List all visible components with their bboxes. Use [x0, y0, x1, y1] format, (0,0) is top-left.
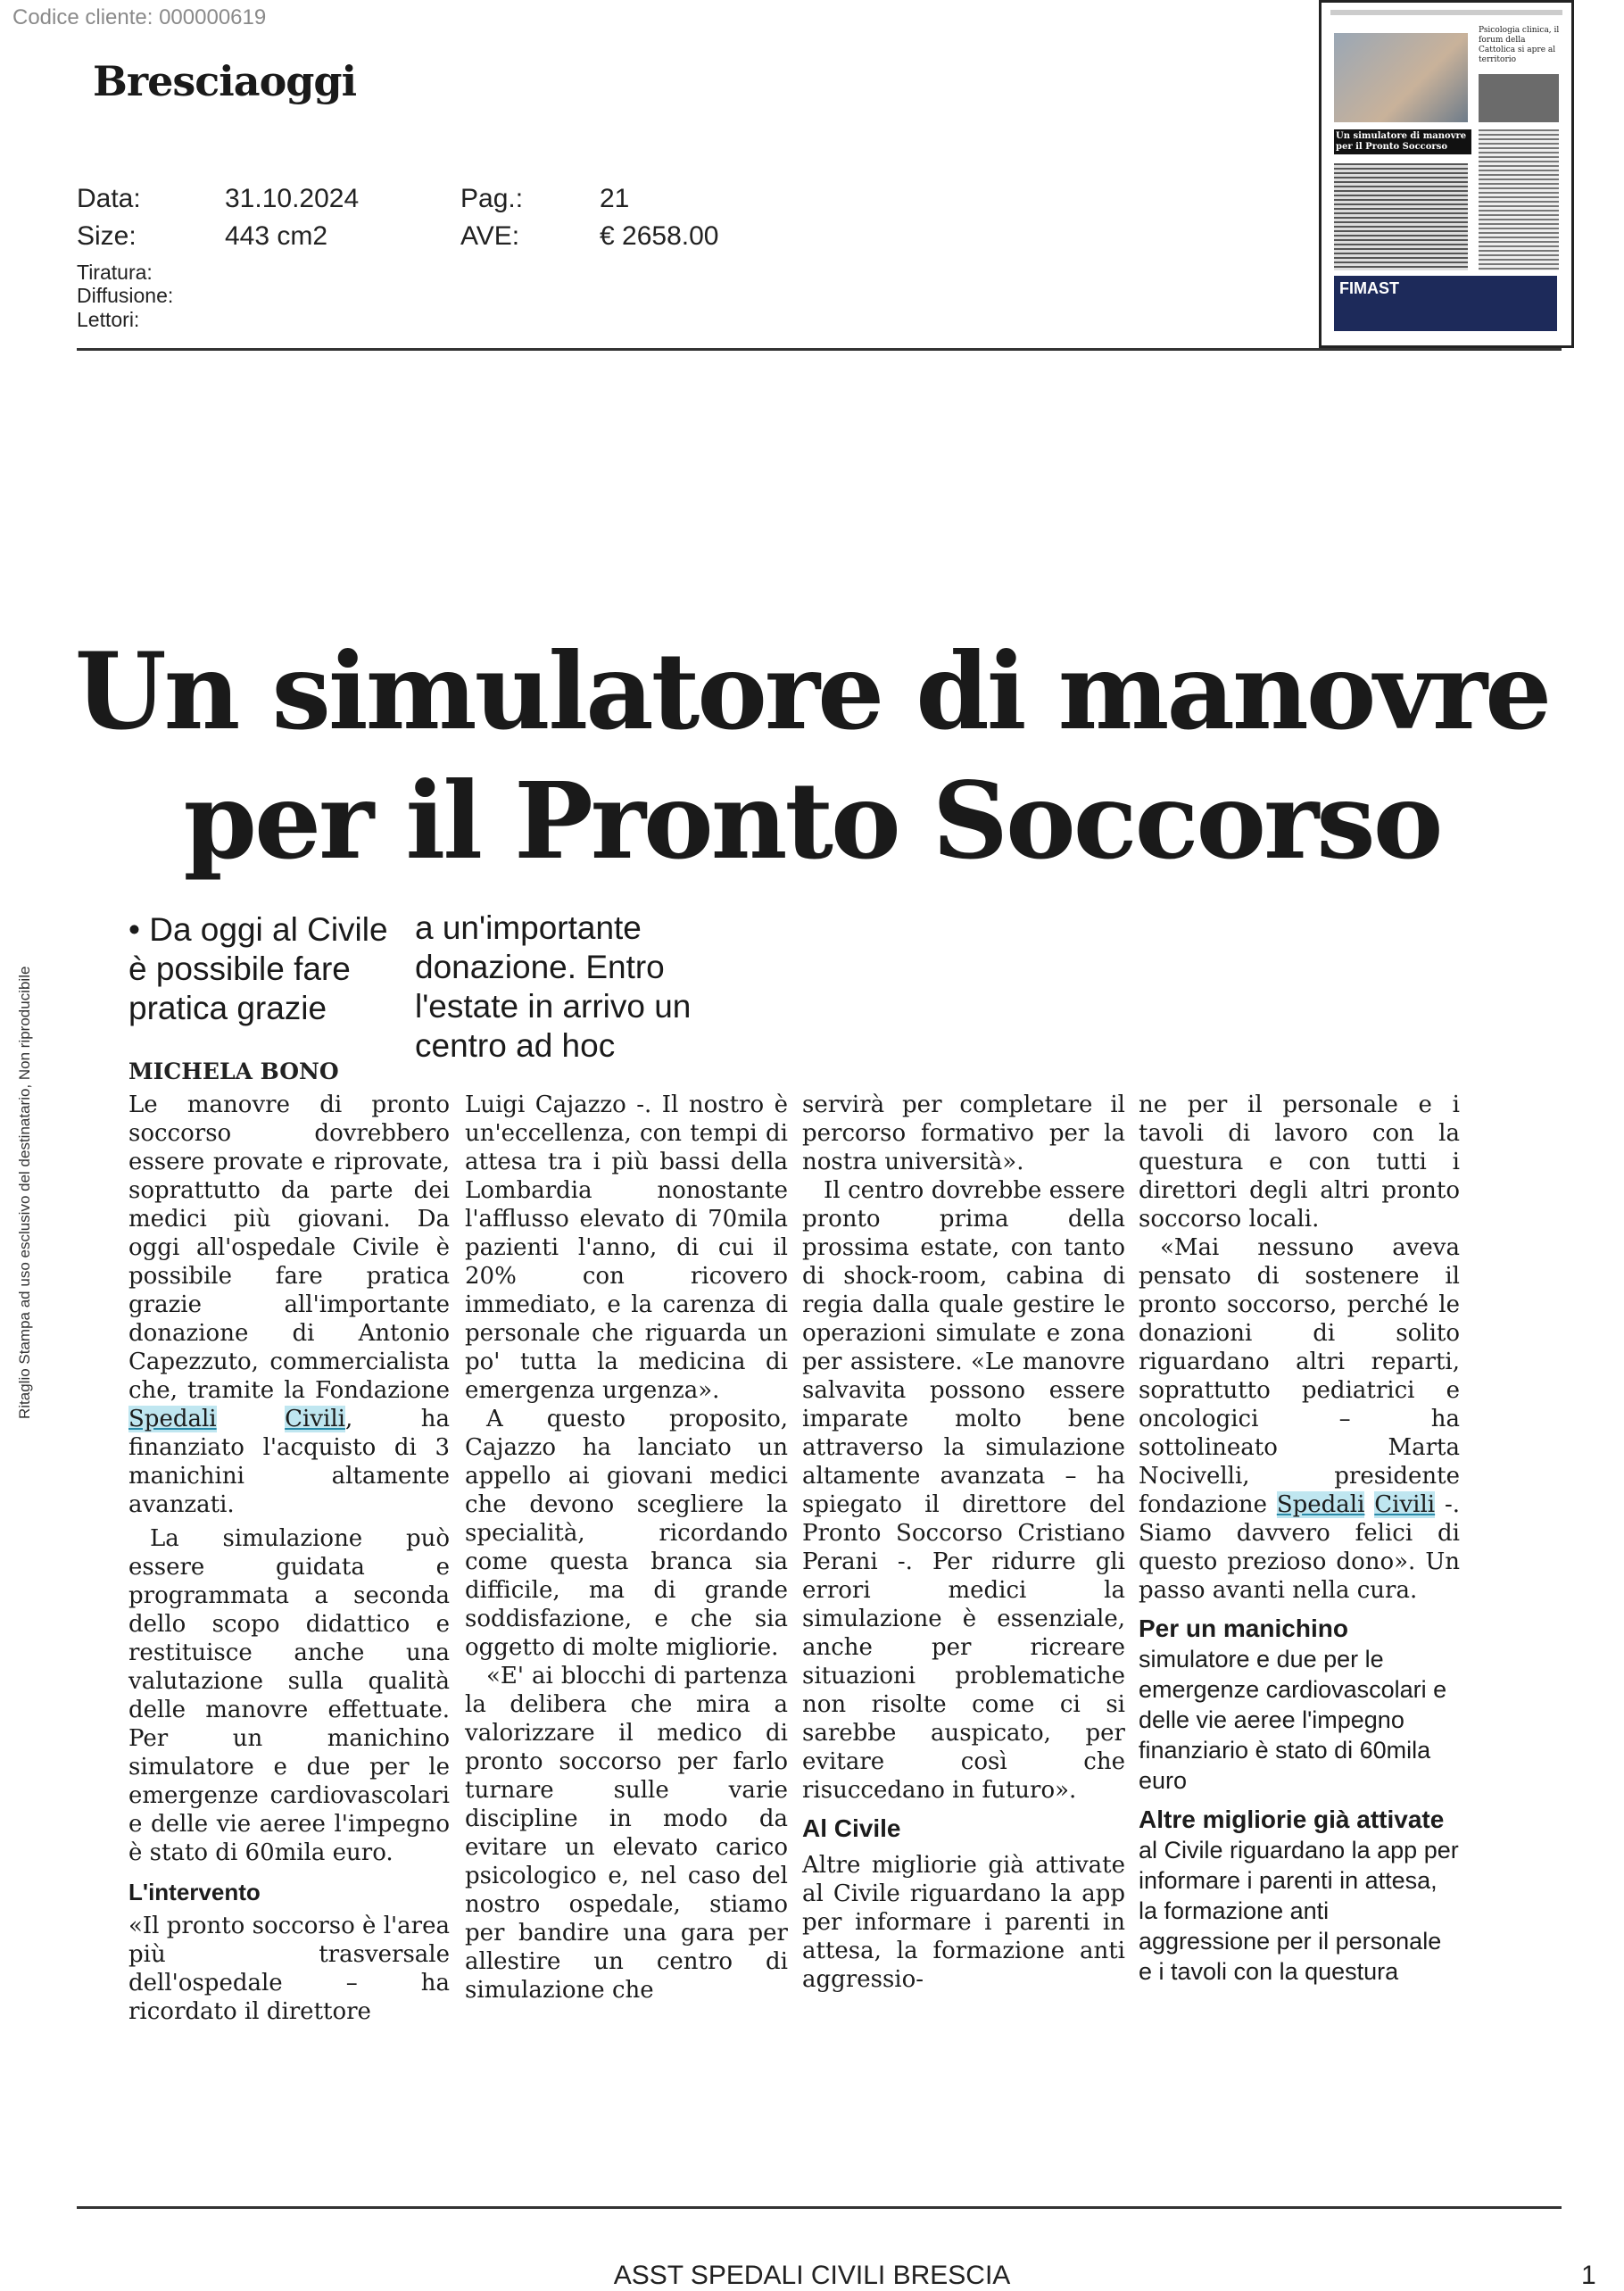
article-column-1 [128, 1091, 450, 2026]
meta-pag-value: 21 [600, 184, 630, 213]
thumb-headline: Un simulatore di manovre per il Pronto Soccorso [1334, 129, 1471, 154]
newspaper-logo: Bresciaoggi [93, 57, 357, 105]
col2-paragraph-2: A questo proposito, Cajazzo ha lanciato un appello ai giovani medici che devono scegliere la specialità, ricordando come questa branca sia difficile, ma di grande soddisfazione, e che sia oggetto di molte migliorie. [465, 1406, 788, 1661]
highlight-civili-2: Civili [1374, 1491, 1436, 1518]
meta-lettori-label: Lettori: [77, 308, 140, 331]
pull-quote-migliorie-body: al Civile riguardano la app per informare i parenti in attesa, la formazione anti aggressione per il personale e i tavoli con la questura [1139, 1837, 1459, 1985]
meta-ave-label: AVE: [460, 221, 520, 251]
col3-paragraph-1: servirà per completare il percorso formativo per la nostra università». [802, 1092, 1125, 1175]
highlight-spedali-2: Spedali [1276, 1491, 1365, 1518]
pull-quote-manichino-head: Per un manichino [1139, 1614, 1348, 1642]
col1-paragraph-1 [128, 1091, 450, 1519]
meta-data-value: 31.10.2024 [225, 184, 360, 213]
thumb-photo [1334, 33, 1468, 122]
deck-right: a un'importante donazione. Entro l'estate in arrivo un centro ad hoc [415, 909, 692, 1064]
deck-left: • Da oggi al Civile è possibile fare pratica grazie [128, 911, 388, 1026]
header-divider [77, 348, 1562, 351]
col1-p1-tail: , ha finanziato l'acquisto di 3 manichini altamente avanzati. [128, 1406, 451, 1518]
col1-paragraph-2: La simulazione può essere guidata e programmata a seconda dello scopo didattico e restituisce anche una valutazione sulla qualità delle manovre effettuate. Per un manichino simulatore e due per le emergenze cardiovascolari e delle vie aeree l'impegno è stato di 60mila euro. [128, 1525, 450, 1866]
highlight-civili: Civili [285, 1406, 345, 1432]
article-column-2 [465, 1091, 788, 2005]
pull-quote-al-civile-head: Al Civile [802, 1814, 901, 1842]
footer-divider [77, 2206, 1562, 2209]
col4-p2-tail: -. Siamo davvero felici di questo prezioso dono». Un passo avanti nella cura. [1139, 1491, 1461, 1604]
reproduction-note: Ritaglio Stampa ad uso esclusivo del destinatario, Non riproducibile [16, 966, 33, 1419]
thumb-text-block [1334, 163, 1468, 270]
col1-paragraph-3: «Il pronto soccorso è l'area più trasversale dell'ospedale – ha ricordato il direttore [128, 1913, 450, 2025]
subhead-intervento: L'intervento [128, 1879, 261, 1905]
col4-p2-text: «Mai nessuno aveva pensato di sostenere il pronto soccorso, perché le donazioni di solito riguardano altri reparti, soprattutto pediatrici e oncologici – ha sottolineato Marta Nocivelli, presidente fondazione [1139, 1234, 1460, 1518]
article-column-4 [1139, 1091, 1460, 1987]
article-column-3 [802, 1091, 1125, 1994]
page-thumbnail[interactable] [1319, 0, 1574, 348]
col2-paragraph-1: Luigi Cajazzo -. Il nostro è un'eccellenza, con tempi di attesa tra i più bassi della Lombardia nonostante l'afflusso elevato di 70mila pazienti l'anno, di cui il 20% con ricovero immediato, e la carenza di personale che riguarda un po' tutta la medicina di emergenza urgenza». [465, 1092, 788, 1404]
col3-paragraph-2: Il centro dovrebbe essere pronto prima della prossima estate, con tanto di shock-room, cabina di regia dalla quale gestire le operazioni simulate e zona per assistere. «Le manovre salvavita possono essere imparate molto bene attraverso la simulazione altamente avanzata – ha spiegato il direttore del Pronto Soccorso Cristiano Perani -. Per ridurre gli errori medici la simulazione è essenziale, anche per ricreare situazioni problematiche non risolte come ci si sarebbe auspicato, per evitare così che risuccedano in futuro». [802, 1177, 1125, 1804]
meta-data-label: Data: [77, 184, 141, 213]
meta-tiratura-label: Tiratura: [77, 261, 153, 284]
highlight-spedali: Spedali [128, 1406, 217, 1432]
pull-quote-manichino-body: simulatore e due per le emergenze cardiovascolari e delle vie aeree l'impegno finanziario è stato di 60mila euro [1139, 1646, 1447, 1794]
meta-size-value: 443 cm2 [225, 221, 328, 251]
meta-ave-value: € 2658.00 [600, 221, 719, 251]
col1-p1-text: Le manovre di pronto soccorso dovrebbero essere provate e riprovate, soprattutto da parte dei medici più giovani. Da oggi all'ospedale Civile è possibile fare pratica grazie all'importante donazione di Antonio Capezzuto, commercialista che, tramite la Fondazione [128, 1092, 450, 1404]
meta-pag-label: Pag.: [460, 184, 524, 213]
thumb-masthead [1330, 10, 1562, 15]
byline: MICHELA BONO [128, 1058, 339, 1084]
thumb-text-block-2 [1479, 129, 1559, 270]
meta-size-label: Size: [77, 221, 137, 251]
footer-source: ASST SPEDALI CIVILI BRESCIA [613, 2261, 1011, 2290]
thumb-photo-2 [1479, 74, 1559, 122]
col4-paragraph-2 [1139, 1233, 1460, 1605]
col2-paragraph-3: «E' ai blocchi di partenza la delibera che mira a valorizzare il medico di pronto soccorso per farlo turnare sulle varie discipline in modo da evitare un elevato carico psicologico e, nel caso del nostro ospedale, stiamo per bandire una gara per allestire un centro di simulazione che [465, 1663, 788, 2004]
article-headline-line2: per il Pronto Soccorso [183, 759, 1441, 883]
client-code: Codice cliente: 000000619 [12, 5, 267, 29]
article-headline-line1: Un simulatore di manovre [74, 629, 1550, 753]
col4-paragraph-1: ne per il personale e i tavoli di lavoro con la questura e con tutti i direttori degli altri pronto soccorso locali. [1139, 1092, 1460, 1233]
pull-quote-migliorie-head: Altre migliorie già attivate [1139, 1805, 1445, 1833]
meta-diffusione-label: Diffusione: [77, 284, 174, 307]
col3-paragraph-3: Altre migliorie già attivate al Civile riguardano la app per informare i parenti in attesa, la formazione anti aggressio- [802, 1852, 1125, 1993]
thumb-side-headline: Psicologia clinica, il forum della Cattolica si apre al territorio [1479, 26, 1560, 64]
thumb-ad: FIMAST [1334, 276, 1557, 331]
footer-page-number: 1 [1581, 2261, 1596, 2290]
